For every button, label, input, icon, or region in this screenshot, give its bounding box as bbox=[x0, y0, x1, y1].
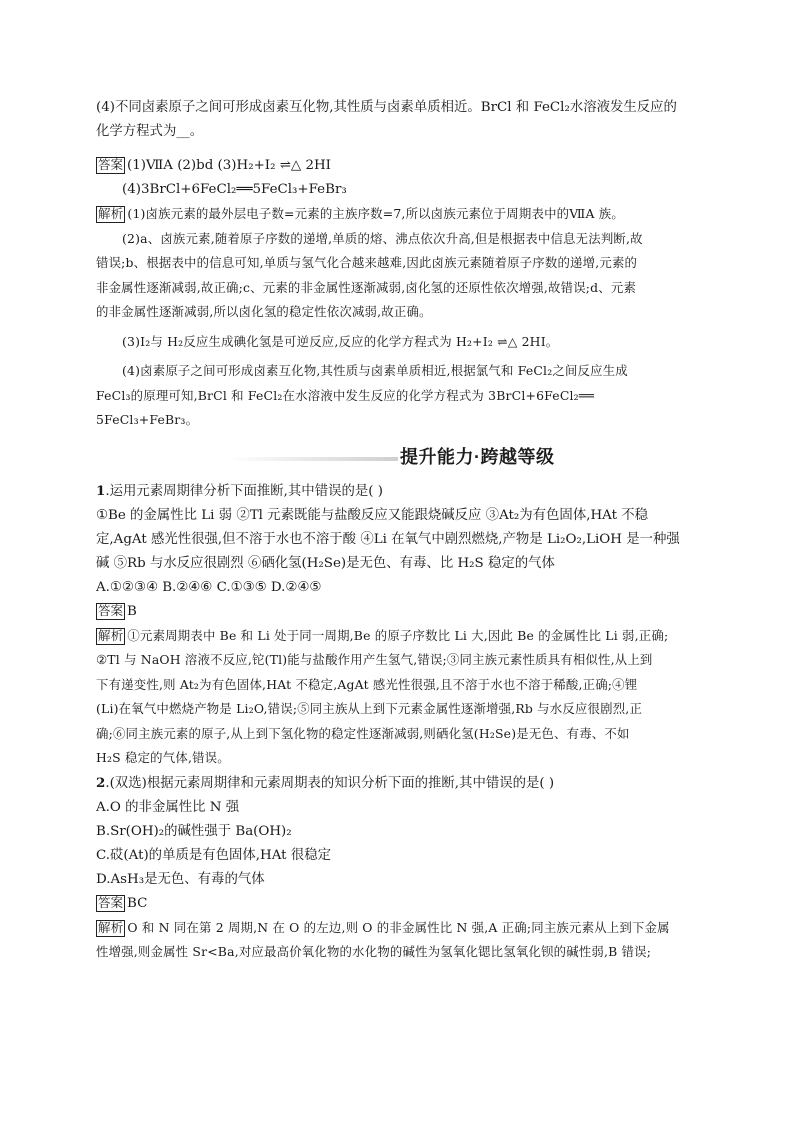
explanation-text: 确;⑥同主族元素的原子,从上到下氢化物的稳定性逐渐减弱,则硒化氢(H₂Se)是无色、有毒、不如 bbox=[96, 725, 630, 741]
question-1-statement: 碱 ⑤Rb 与水反应很剧烈 ⑥硒化氢(H₂Se)是无色、有毒、比 H₂S 稳定的气体 bbox=[96, 555, 555, 571]
explanation-block bbox=[96, 202, 696, 227]
answer-text: BC bbox=[127, 895, 148, 911]
explanation-tag: 解析 bbox=[98, 207, 124, 221]
question-2-option-a: A.O 的非金属性比 N 强 bbox=[96, 799, 240, 815]
question-2-stem bbox=[96, 771, 696, 796]
explanation-tag: 解析 bbox=[98, 628, 124, 643]
document-page bbox=[96, 96, 696, 965]
answer-tag: 答案 bbox=[98, 895, 124, 910]
explanation-text: FeCl₃的原理可知,BrCl 和 FeCl₂在水溶液中发生反应的化学方程式为 3BrCl+6FeCl₂══ bbox=[96, 387, 595, 403]
question-1-statement: ①Be 的金属性比 Li 弱 ②Tl 元素既能与盐酸反应又能跟烧碱反应 ③At₂为有色固体,HAt 不稳 bbox=[96, 507, 648, 523]
answer-text: (4)3BrCl+6FeCl₂══5FeCl₃+FeBr₃ bbox=[122, 182, 347, 197]
question-text: .(双选)根据元素周期律和元素周期表的知识分析下面的推断,其中错误的是( ) bbox=[105, 775, 555, 791]
explanation-text: 的非金属性逐渐减弱,所以卤化氢的稳定性依次减弱,故正确。 bbox=[96, 304, 432, 319]
section-heading: 提升能力·跨越等级 bbox=[400, 446, 555, 467]
explanation-text: 性增强,则金属性 Sr<Ba,对应最高价氧化物的水化物的碱性为氢氧化锶比氢氧化钡的碱性弱,B 错误; bbox=[96, 944, 652, 959]
answer-text: (1)ⅦA (2)bd (3)H₂+I₂ ⇌△ 2HI bbox=[127, 158, 331, 173]
question-4-line: 化学方程式为__。 bbox=[96, 124, 204, 139]
answer-text: B bbox=[127, 603, 137, 619]
question-2-option-d: D.AsH₃是无色、有毒的气体 bbox=[96, 871, 265, 887]
explanation-text: (2)a、卤族元素,随着原子序数的递增,单质的熔、沸点依次升高,但是根据表中信息无法判断,故 bbox=[122, 230, 643, 246]
explanation-text: 非金属性逐渐减弱,故正确;c、元素的非金属性逐渐减弱,卤化氢的还原性依次增强,故错误;d、元素 bbox=[96, 279, 637, 295]
question-1-choices: A.①②③④ B.②④⑥ C.①③⑤ D.②④⑤ bbox=[96, 579, 322, 595]
question-2-option-c: C.砹(At)的单质是有色固体,HAt 很稳定 bbox=[96, 847, 331, 863]
question-number: 1 bbox=[96, 482, 106, 499]
question-1-statement: 定,AgAt 感光性很强,但不溶于水也不溶于酸 ④Li 在氧气中剧烈燃烧,产物是 Li₂O₂,LiOH 是一种强 bbox=[96, 531, 680, 547]
explanation-text: ①元素周期表中 Be 和 Li 处于同一周期,Be 的原子序数比 Li 大,因此 Be 的金属性比 Li 弱,正确; bbox=[127, 627, 669, 643]
question-text: .运用元素周期律分析下面推断,其中错误的是( ) bbox=[105, 483, 383, 499]
explanation-text: (4)卤素原子之间可形成卤素互化物,其性质与卤素单质相近,根据氯气和 FeCl₂之间反应生成 bbox=[122, 363, 628, 378]
explanation-text: 错误;b、根据表中的信息可知,单质与氢气化合越来越难,因此卤族元素随着原子序数的递增,元素的 bbox=[96, 255, 638, 270]
explanation-text: 5FeCl₃+FeBr₃。 bbox=[96, 412, 199, 427]
question-1-answer bbox=[96, 600, 696, 624]
explanation-tag: 解析 bbox=[98, 920, 124, 935]
explanation-text: (3)I₂与 H₂反应生成碘化氢是可逆反应,反应的化学方程式为 H₂+I₂ ⇌△ 2HI。 bbox=[122, 333, 559, 349]
section-heading-row bbox=[96, 439, 696, 479]
question-1-stem bbox=[96, 479, 696, 504]
explanation-text: (Li)在氧气中燃烧产物是 Li₂O,错误;⑤同主族从上到下元素金属性逐渐增强,Rb 与水反应很剧烈,正 bbox=[96, 701, 643, 716]
question-2-explanation bbox=[96, 916, 696, 941]
explanation-text: O 和 N 同在第 2 周期,N 在 O 的左边,则 O 的非金属性比 N 强,A 正确;同主族元素从上到下金属 bbox=[127, 919, 670, 935]
question-number: 2 bbox=[96, 774, 106, 791]
answer-tag: 答案 bbox=[98, 603, 124, 618]
question-1-explanation bbox=[96, 624, 696, 649]
explanation-text: (1)卤族元素的最外层电子数=元素的主族序数=7,所以卤族元素位于周期表中的ⅦA 族。 bbox=[127, 206, 624, 221]
explanation-text: ②Tl 与 NaOH 溶液不反应,铊(Tl)能与盐酸作用产生氢气,错误;③同主族元素性质具有相似性,从上到 bbox=[96, 652, 653, 667]
question-4-line: (4)不同卤素原子之间可形成卤素互化物,其性质与卤素单质相近。BrCl 和 FeCl₂水溶液发生反应的 bbox=[96, 100, 677, 115]
question-2-option-b: B.Sr(OH)₂的碱性强于 Ba(OH)₂ bbox=[96, 823, 292, 839]
explanation-text: H₂S 稳定的气体,错误。 bbox=[96, 750, 230, 765]
answer-tag: 答案 bbox=[98, 158, 124, 172]
answer-block bbox=[96, 154, 696, 178]
explanation-text: 下有递变性,则 At₂为有色固体,HAt 不稳定,AgAt 感光性很强,且不溶于水也不溶于稀酸,正确;④锂 bbox=[96, 676, 638, 692]
question-2-answer bbox=[96, 892, 696, 916]
heading-decoration bbox=[228, 457, 398, 461]
